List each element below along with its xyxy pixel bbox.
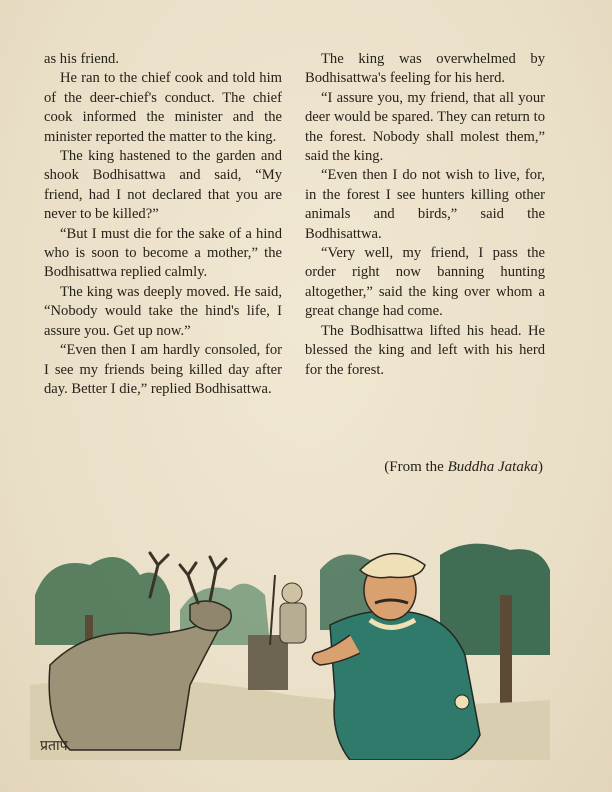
paragraph: “But I must die for the sake of a hind who is soon to become a mother,” the Bodhisattwa replied calmly. — [44, 225, 282, 281]
source-suffix: ) — [538, 459, 543, 475]
source-prefix: (From the — [384, 459, 448, 475]
paragraph: “Even then I do not wish to live, for, in the forest I see hunters killing other animals and birds,” said the Bodhisattwa. — [305, 167, 545, 242]
right-text-column — [305, 50, 545, 380]
left-text-column — [44, 50, 282, 399]
source-credit — [305, 459, 543, 476]
source-title: Buddha Jataka — [447, 459, 538, 475]
paragraph: He ran to the chief cook and told him of the deer-chief's conduct. The chief cook informed the minister and the minister reported the matter to the king. — [44, 70, 282, 145]
paragraph: “Even then I am hardly consoled, for I see my friends being killed day after day. Better I die,” replied Bodhisattwa. — [44, 342, 282, 397]
tree-stump — [248, 635, 288, 690]
hunter-figure — [270, 575, 306, 645]
paragraph: The king was deeply moved. He said, “Nobody would take the hind's life, I assure you. Get up now.” — [44, 283, 282, 339]
paragraph: The king was overwhelmed by Bodhisattwa's feeling for his herd. — [305, 51, 545, 87]
paragraph: “Very well, my friend, I pass the order right now banning hunting altogether,” said the king over whom a great change had come. — [305, 245, 545, 320]
paragraph: The king hastened to the garden and shook Bodhisattwa and said, “My friend, had I not declared that you are never to be killed?” — [44, 148, 282, 223]
paragraph: “I assure you, my friend, that all your deer would be spared. They can return to the forest. Nobody shall molest them,” said the king. — [305, 89, 545, 165]
artist-signature: प्रताप — [40, 738, 68, 754]
paragraph: The Bodhisattwa lifted his head. He blessed the king and left with his herd for the forest. — [305, 322, 545, 378]
paragraph: as his friend. — [44, 51, 119, 67]
deer-and-king-illustration — [30, 535, 550, 760]
